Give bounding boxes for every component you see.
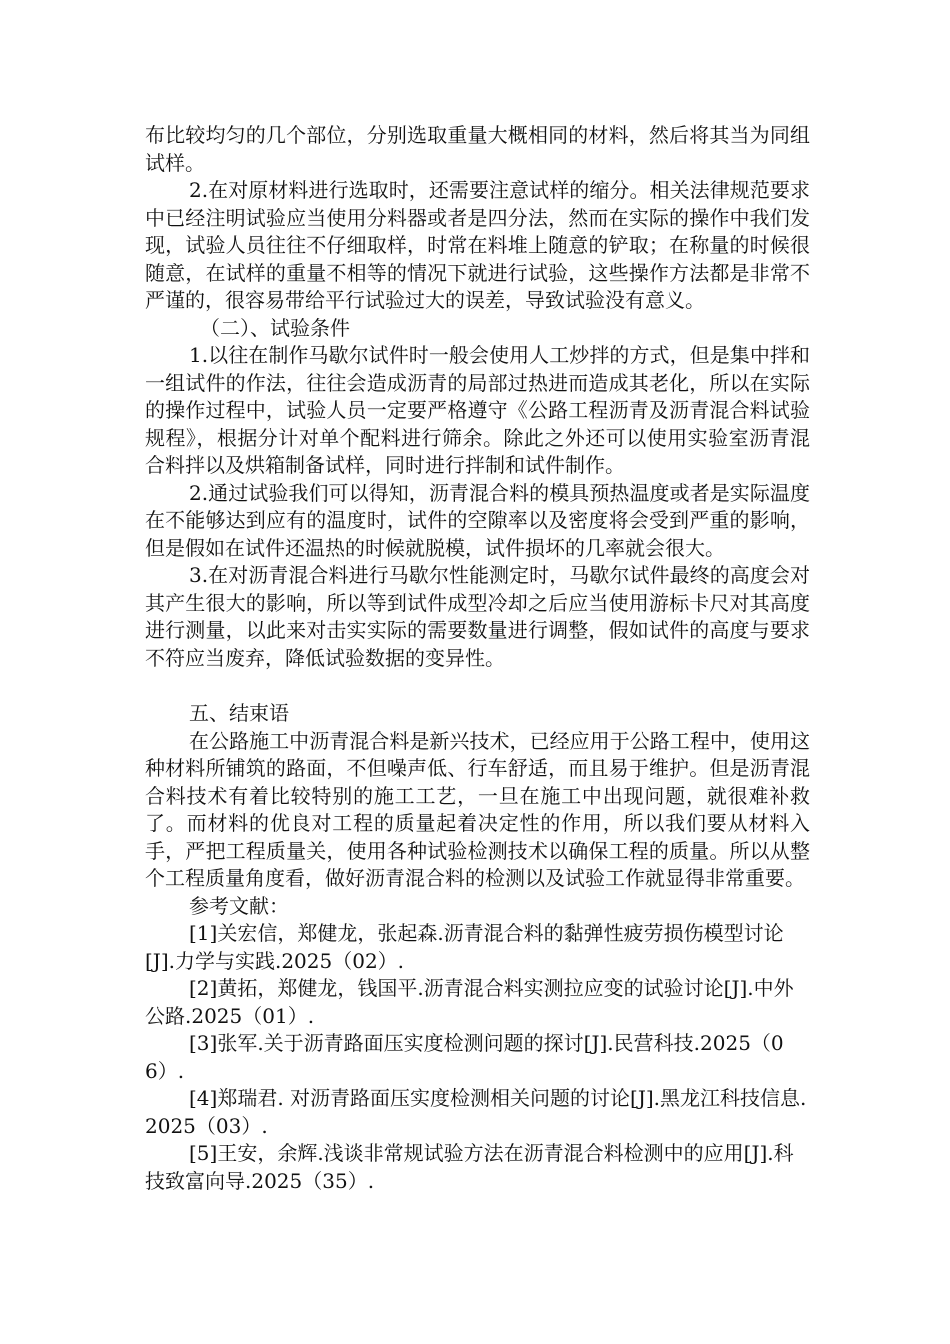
paragraph-condition-2: 2.通过试验我们可以得知，沥青混合料的模具预热温度或者是实际温度在不能够达到应有的温度时，试件的空隙率以及密度将会受到严重的影响，但是假如在试件还温热的时候就脱模，试件损坏的几率就会很大。 [145, 480, 810, 560]
section-heading-test-conditions: （二）、试验条件 [200, 315, 350, 340]
reference-item: [2]黄拓，郑健龙，钱国平.沥青混合料实测拉应变的试验讨论[J].中外公路.2025（01）. [145, 976, 794, 1028]
paragraph-continued: 布比较均匀的几个部位，分别选取重量大概相同的材料，然后将其当为同组试样。 [145, 123, 810, 175]
paragraph-condition-1: 1.以往在制作马歇尔试件时一般会使用人工炒拌的方式，但是集中拌和一组试件的作法，往往会造成沥青的局部过热进而造成其老化，所以在实际的操作过程中，试验人员一定要严格遵守《公路工程沥青及沥青混合料试验规程》，根据分计对单个配料进行筛余。除此之外还可以使用实验室沥青混合料拌以及烘箱制备试样，同时进行拌制和试件制作。 [145, 343, 810, 477]
reference-item: [5]王安，余辉.浅谈非常规试验方法在沥青混合料检测中的应用[J].科技致富向导.2025（35）. [145, 1141, 794, 1193]
conclusion-heading: 五、结束语 [189, 701, 289, 725]
paragraph-sampling-reduction: 2.在对原材料进行选取时，还需要注意试样的缩分。相关法律规范要求中已经注明试验应当使用分料器或者是四分法，然而在实际的操作中我们发现，试验人员往往不仔细取样，时常在料堆上随意的铲取；在称量的时候很随意，在试样的重量不相等的情况下就进行试验，这些操作方法都是非常不严谨的，很容易带给平行试验过大的误差，导致试验没有意义。 [145, 178, 810, 312]
reference-item: [4]郑瑞君. 对沥青路面压实度检测相关问题的讨论[J].黑龙江科技信息.2025（03）. [145, 1086, 807, 1138]
reference-item: [1]关宏信，郑健龙，张起森.沥青混合料的黏弹性疲劳损伤模型讨论[J].力学与实践.2025（02）. [145, 921, 784, 973]
blank-line [145, 672, 810, 700]
paragraph-condition-3: 3.在对沥青混合料进行马歇尔性能测定时，马歇尔试件最终的高度会对其产生很大的影响，所以等到试件成型冷却之后应当使用游标卡尺对其高度进行测量，以此来对击实实际的需要数量进行调整，假如试件的高度与要求不符应当废弃，降低试验数据的变异性。 [145, 563, 810, 670]
references-heading: 参考文献： [189, 893, 289, 918]
reference-item: [3]张军.关于沥青路面压实度检测问题的探讨[J].民营科技.2025（06）. [145, 1031, 784, 1083]
document-page [145, 122, 810, 1195]
conclusion-paragraph: 在公路施工中沥青混合料是新兴技术，已经应用于公路工程中，使用这种材料所铺筑的路面，不但噪声低、行车舒适，而且易于维护。但是沥青混合料技术有着比较特别的施工工艺，一旦在施工中出现问题，就很难补救了。而材料的优良对工程的质量起着决定性的作用，所以我们要从材料入手，严把工程质量关，使用各种试验检测技术以确保工程的质量。所以从整个工程质量角度看，做好沥青混合料的检测以及试验工作就显得非常重要。 [145, 728, 810, 890]
